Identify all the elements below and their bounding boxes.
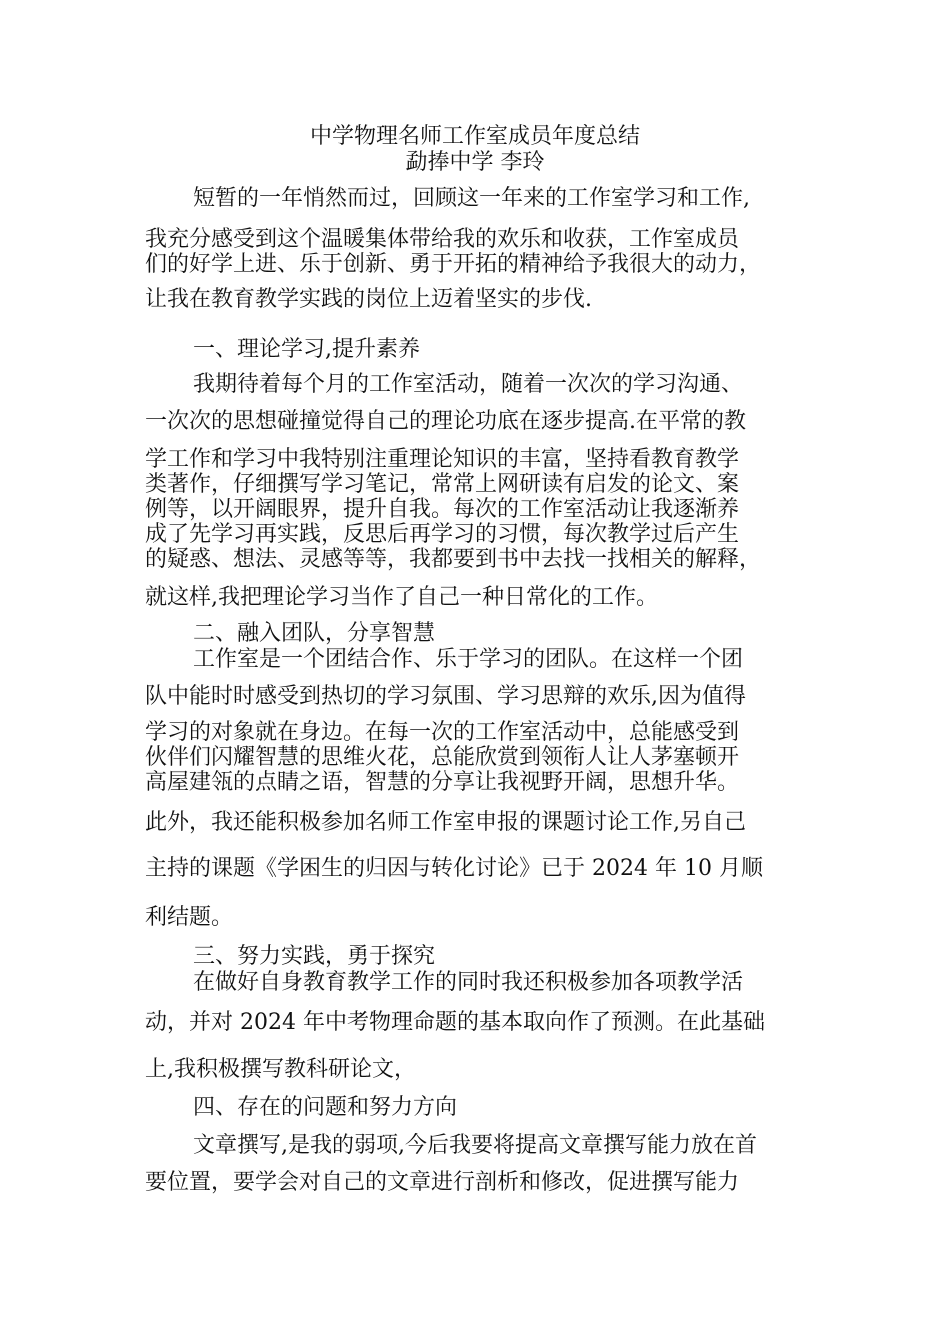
paragraph-line: 此外，我还能积极参加名师工作室申报的课题讨论工作,另自己 — [145, 810, 746, 835]
author-line: 勐捧中学 李玲 — [405, 150, 545, 175]
paragraph-line: 学习的对象就在身边。在每一次的工作室活动中，总能感受到 — [145, 720, 740, 745]
document-title: 中学物理名师工作室成员年度总结 — [309, 124, 640, 149]
paragraph-line: 上,我积极撰写教科研论文， — [145, 1057, 416, 1082]
paragraph-line: 们的好学上进、乐于创新、勇于开拓的精神给予我很大的动力， — [145, 252, 762, 277]
paragraph-line: 利结题。 — [145, 905, 234, 930]
paragraph-line: 例等，以开阔眼界，提升自我。每次的工作室活动让我逐渐养 — [145, 497, 740, 522]
paragraph-line: 短暂的一年悄然而过，回顾这一年来的工作室学习和工作, — [193, 186, 750, 211]
paragraph-line: 文章撰写,是我的弱项,今后我要将提高文章撰写能力放在首 — [193, 1133, 757, 1158]
paragraph-line: 我期待着每个月的工作室活动，随着一次次的学习沟通、 — [193, 372, 744, 397]
paragraph-line: 要位置，要学会对自己的文章进行剖析和修改，促进撰写能力 — [145, 1170, 740, 1195]
paragraph-line: 主持的课题《学困生的归因与转化讨论》已于 2024 年 10 月顺 — [145, 856, 763, 881]
paragraph-line: 一次次的思想碰撞觉得自己的理论功底在逐步提高.在平常的教 — [145, 409, 746, 434]
paragraph-line: 让我在教育教学实践的岗位上迈着坚实的步伐. — [145, 287, 592, 312]
paragraph-line: 的疑惑、想法、灵感等等，我都要到书中去找一找相关的解释， — [145, 547, 762, 572]
paragraph-line: 队中能时时感受到热切的学习氛围、学习思辩的欢乐,因为值得 — [145, 684, 746, 709]
paragraph-line: 工作室是一个团结合作、乐于学习的团队。在这样一个团 — [193, 647, 744, 672]
section-heading: 三、努力实践，勇于探究 — [193, 944, 436, 969]
section-heading: 一、理论学习,提升素养 — [193, 337, 420, 362]
paragraph-line: 伙伴们闪耀智慧的思维火花，总能欣赏到领衔人让人茅塞顿开 — [145, 745, 740, 770]
paragraph-line: 成了先学习再实践，反思后再学习的习惯，每次教学过后产生 — [145, 522, 740, 547]
section-heading: 四、存在的问题和努力方向 — [193, 1095, 458, 1120]
paragraph-line: 高屋建瓴的点睛之语，智慧的分享让我视野开阔，思想升华。 — [145, 770, 740, 795]
paragraph-line: 在做好自身教育教学工作的同时我还积极参加各项教学活 — [193, 970, 744, 995]
paragraph-line: 类著作，仔细撰写学习笔记，常常上网研读有启发的论文、案 — [145, 472, 740, 497]
paragraph-line: 动，并对 2024 年中考物理命题的基本取向作了预测。在此基础 — [145, 1010, 765, 1035]
paragraph-line: 就这样,我把理论学习当作了自己一种日常化的工作。 — [145, 585, 658, 610]
section-heading: 二、融入团队，分享智慧 — [193, 621, 436, 646]
paragraph-line: 我充分感受到这个温暖集体带给我的欢乐和收获，工作室成员 — [145, 227, 740, 252]
paragraph-line: 学工作和学习中我特别注重理论知识的丰富，坚持看教育教学 — [145, 447, 740, 472]
